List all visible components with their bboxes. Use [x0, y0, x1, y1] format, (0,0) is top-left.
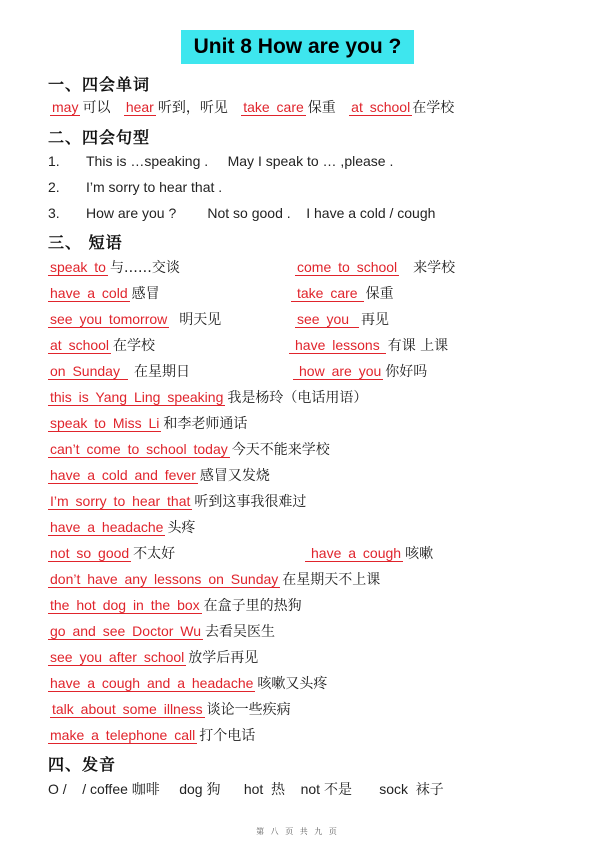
phrase-en: at school — [50, 337, 110, 353]
phrase-item — [48, 516, 195, 538]
phrase-cn: 有课 上课 — [387, 338, 449, 354]
phrase-cn: 打个电话 — [199, 728, 256, 744]
phrase-en: can’t come to school today — [50, 441, 228, 457]
phrase-cn: 我是杨玲（电话用语） — [227, 390, 368, 406]
phrase-cn: 咳嗽又头疼 — [257, 676, 328, 692]
phrase-cn: 感冒 — [131, 286, 160, 302]
phrase-cn: 再见 — [361, 312, 390, 328]
phrase-en: see you tomorrow — [50, 311, 168, 327]
word-en: may — [52, 99, 79, 115]
word-cn: 听到，听见 — [157, 100, 228, 116]
section-heading-pronunciation: 四、发音 — [48, 755, 117, 774]
phrase-en: the hot dog in the box — [50, 597, 200, 613]
sentence-number: 1. — [48, 153, 60, 169]
phrase-en: don’t have any lessons on Sunday — [50, 571, 279, 587]
sentence-text: How are you ? Not so good . I have a cold / cough — [86, 205, 436, 221]
phrase-en: have a cold and fever — [50, 467, 196, 483]
phrase-cn: 去看吴医生 — [205, 624, 276, 640]
sentence-text: This is …speaking . May I speak to … ,please . — [86, 153, 394, 169]
page-title: Unit 8 How are you ? — [181, 30, 414, 64]
phrase-cn: 与……交谈 — [109, 260, 180, 276]
phrase-item — [48, 438, 330, 460]
phrase-item — [48, 256, 180, 278]
phrase-en: come to school — [297, 259, 398, 275]
phrase-en: see you — [295, 311, 359, 328]
phrase-item — [48, 672, 327, 694]
phrase-en: this is Yang Ling speaking — [50, 389, 224, 405]
phrase-cn: 明天见 — [179, 312, 222, 328]
phrase-cn: 头疼 — [167, 520, 196, 536]
phrase-en: take care — [291, 285, 364, 302]
word-cn: 保重 — [307, 100, 336, 116]
word-list — [50, 96, 454, 118]
phrase-cn: 不太好 — [133, 546, 176, 562]
phrase-cn: 感冒又发烧 — [199, 468, 270, 484]
phrase-item — [48, 568, 380, 590]
page-footer: 第 八 页 共 九 页 — [256, 827, 339, 836]
phrase-cn: 谈论一些疾病 — [206, 702, 291, 718]
phrase-en: have a cough — [305, 545, 403, 562]
phrase-cn: 你好吗 — [385, 364, 428, 380]
phrase-item — [295, 256, 455, 278]
phrase-item — [50, 698, 291, 720]
sentence-number: 2. — [48, 179, 60, 195]
phrase-item — [295, 308, 389, 330]
phrase-item — [48, 724, 255, 746]
phrase-cn: 在星期日 — [133, 364, 190, 380]
phrase-en: have a cough and a headache — [50, 675, 254, 691]
phrase-en: speak to Miss Li — [50, 415, 160, 431]
phrase-item — [48, 464, 270, 486]
phrase-en: go and see Doctor Wu — [50, 623, 202, 639]
section-heading-sentences: 二、四会句型 — [48, 128, 151, 147]
phrase-cn: 来学校 — [413, 260, 456, 276]
phrase-cn: 放学后再见 — [188, 650, 259, 666]
phrase-cn: 在学校 — [113, 338, 156, 354]
phrase-en: talk about some illness — [52, 701, 203, 717]
phrase-cn: 在星期天不上课 — [282, 572, 381, 588]
phrase-cn: 今天不能来学校 — [231, 442, 330, 458]
sentence-item — [48, 202, 435, 224]
sentence-text: I’m sorry to hear that . — [86, 179, 223, 195]
phrase-item — [48, 620, 275, 642]
phrase-item — [48, 542, 175, 564]
phrase-en: have a headache — [50, 519, 164, 535]
phrase-cn: 保重 — [365, 286, 394, 302]
phrase-item — [48, 334, 155, 356]
word-cn: 在学校 — [412, 100, 455, 116]
phrase-en: see you after school — [50, 649, 185, 665]
section-heading-phrases: 三、 短语 — [48, 233, 123, 252]
phrase-item — [48, 490, 306, 512]
phrase-item — [48, 646, 258, 668]
phrase-cn: 和李老师通话 — [163, 416, 248, 432]
word-en: hear — [125, 99, 154, 115]
phrase-cn: 听到这事我很难过 — [194, 494, 307, 510]
phrase-item — [48, 282, 160, 304]
sentence-number: 3. — [48, 205, 60, 221]
phrase-cn: 咳嗽 — [405, 546, 434, 562]
section-heading-words: 一、四会单词 — [48, 75, 151, 94]
phrase-item — [48, 412, 247, 434]
phrase-item — [48, 594, 302, 616]
phrase-item — [289, 334, 448, 356]
phrase-item — [291, 282, 394, 304]
pronunciation-line: O / / coffee 咖啡 dog 狗 hot 热 not 不是 sock 袜子 — [48, 781, 444, 797]
phrase-item — [48, 308, 221, 330]
word-en: at school — [351, 99, 411, 115]
phrase-en: have a cold — [50, 285, 128, 301]
phrase-en: how are you — [293, 363, 383, 380]
sentence-item — [48, 150, 393, 172]
phrase-en: not so good — [50, 545, 130, 561]
phrase-item — [48, 360, 190, 382]
sentence-item — [48, 176, 222, 198]
phrase-en: make a telephone call — [50, 727, 196, 743]
word-en: take care — [243, 99, 304, 115]
phrase-item — [293, 360, 427, 382]
word-cn: 可以 — [82, 100, 111, 116]
phrase-cn: 在盒子里的热狗 — [203, 598, 302, 614]
phrase-en: on Sunday — [48, 363, 128, 380]
phrase-item — [305, 542, 433, 564]
phrase-en: I’m sorry to hear that — [50, 493, 191, 509]
phrase-en: speak to — [50, 259, 106, 275]
phrase-item — [48, 386, 367, 408]
phrase-en: have lessons — [289, 337, 386, 354]
